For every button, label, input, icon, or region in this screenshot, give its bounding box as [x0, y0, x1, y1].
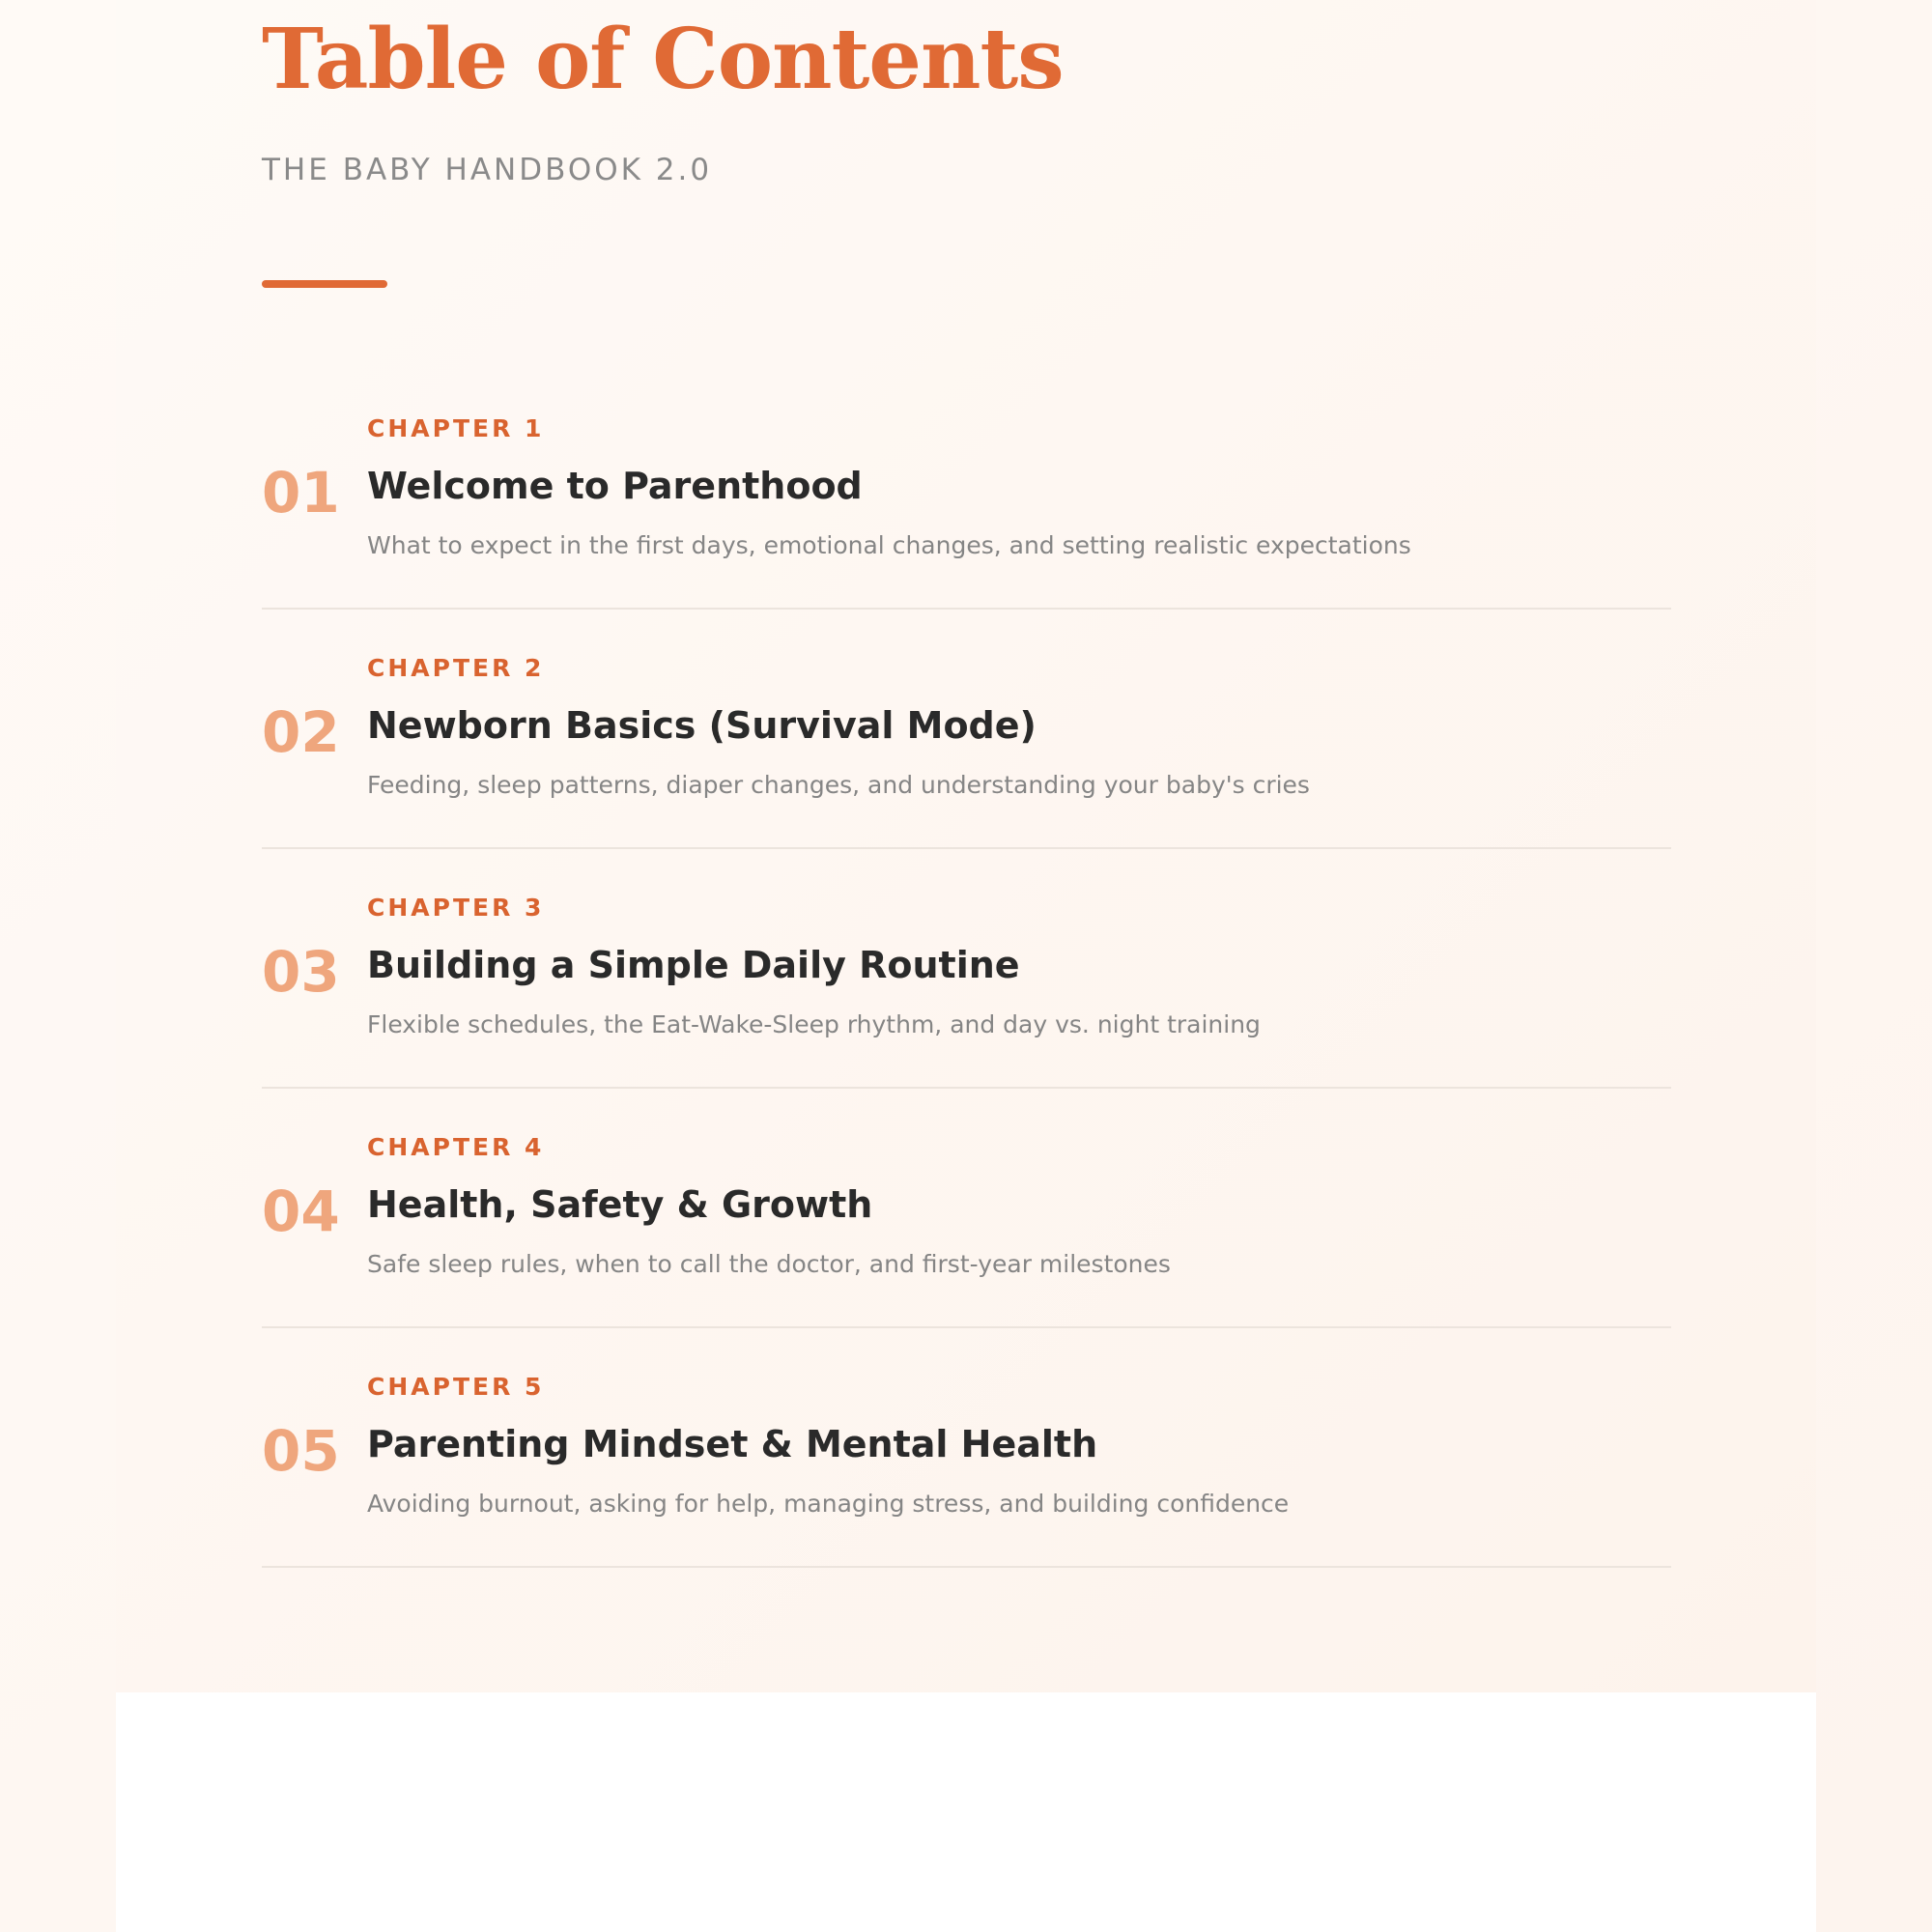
chapter-description: What to expect in the first days, emotional changes, and setting realistic expectations [367, 531, 1411, 559]
chapter-title: Building a Simple Daily Routine [367, 944, 1020, 986]
chapter-description: Feeding, sleep patterns, diaper changes, and understanding your baby's cries [367, 771, 1310, 799]
chapter-description: Avoiding burnout, asking for help, managing stress, and building confidence [367, 1490, 1290, 1518]
page-title: Table of Contents [262, 11, 1064, 108]
chapter-number: 05 [262, 1418, 340, 1484]
chapter-label: CHAPTER 4 [367, 1133, 545, 1161]
chapter-title: Welcome to Parenthood [367, 465, 863, 507]
chapter-number: 02 [262, 699, 340, 765]
toc-item-chapter-5[interactable] [262, 1328, 1671, 1568]
toc-item-chapter-4[interactable] [262, 1089, 1671, 1328]
toc-list [262, 370, 1671, 1568]
toc-item-chapter-2[interactable] [262, 610, 1671, 849]
blank-panel [116, 1692, 1816, 1932]
chapter-description: Flexible schedules, the Eat-Wake-Sleep rhythm, and day vs. night training [367, 1010, 1261, 1038]
toc-item-chapter-1[interactable] [262, 370, 1671, 610]
chapter-label: CHAPTER 5 [367, 1373, 545, 1401]
chapter-title: Newborn Basics (Survival Mode) [367, 704, 1037, 747]
toc-item-chapter-3[interactable] [262, 849, 1671, 1089]
chapter-number: 01 [262, 460, 340, 526]
chapter-label: CHAPTER 3 [367, 894, 545, 922]
accent-divider [262, 280, 387, 288]
chapter-title: Parenting Mindset & Mental Health [367, 1423, 1098, 1465]
page-subtitle: THE BABY HANDBOOK 2.0 [262, 153, 713, 187]
chapter-label: CHAPTER 2 [367, 654, 545, 682]
chapter-number: 03 [262, 939, 340, 1005]
chapter-title: Health, Safety & Growth [367, 1183, 873, 1226]
chapter-number: 04 [262, 1179, 340, 1244]
chapter-description: Safe sleep rules, when to call the doctor, and first-year milestones [367, 1250, 1171, 1278]
chapter-label: CHAPTER 1 [367, 414, 545, 442]
